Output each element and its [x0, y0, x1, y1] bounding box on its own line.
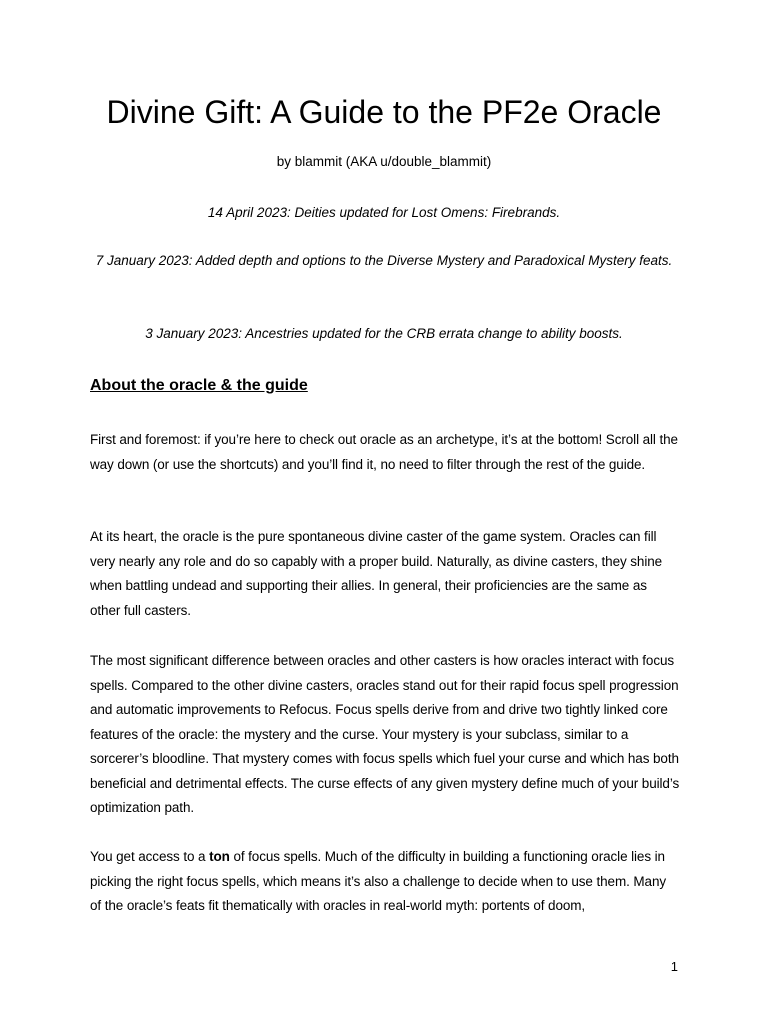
update-note: 7 January 2023: Added depth and options to the Diverse Mystery and Paradoxical Mystery feats.	[95, 253, 673, 268]
update-note: 3 January 2023: Ancestries updated for the CRB errata change to ability boosts.	[145, 326, 623, 341]
document-title: Divine Gift: A Guide to the PF2e Oracle	[106, 94, 662, 130]
author-byline: by blammit (AKA u/double_blammit)	[276, 154, 492, 169]
emphasized-text: ton	[209, 849, 230, 864]
section-heading: About the oracle & the guide	[90, 377, 308, 394]
paragraph-text: of focus spells. Much of the difficulty in building a functioning oracle lies in picking the right focus spells, which means it’s also a challenge to decide when to use them. Many of the oracle’s feats fit thematically with oracles in real-world myth: portents of doom,	[90, 849, 667, 913]
page-number: 1	[670, 959, 678, 974]
update-note: 14 April 2023: Deities updated for Lost Omens: Firebrands.	[207, 205, 561, 220]
body-paragraph: First and foremost: if you’re here to check out oracle as an archetype, it’s at the bottom! Scroll all the way down (or use the shortcuts) and you’ll find it, no need to filter through the rest of the guide.	[90, 432, 678, 472]
body-paragraph: At its heart, the oracle is the pure spontaneous divine caster of the game system. Oracles can fill very nearly any role and do so capably with a proper build. Naturally, as divine casters, they shine when battling undead and supporting their allies. In general, their proficiencies are the same as other full casters.	[90, 529, 663, 618]
body-paragraph: The most significant difference between oracles and other casters is how oracles interact with focus spells. Compared to the other divine casters, oracles stand out for their rapid focus spell progression and automatic improvements to Refocus. Focus spells derive from and drive two tightly linked core features of the oracle: the mystery and the curse. Your mystery is your subclass, similar to a sorcerer’s bloodline. That mystery comes with focus spells which fuel your curse and which has both beneficial and detrimental effects. The curse effects of any given mystery define much of your build’s optimization path.	[90, 653, 680, 815]
paragraph-text: You get access to a	[90, 849, 210, 864]
body-paragraph	[90, 845, 680, 919]
